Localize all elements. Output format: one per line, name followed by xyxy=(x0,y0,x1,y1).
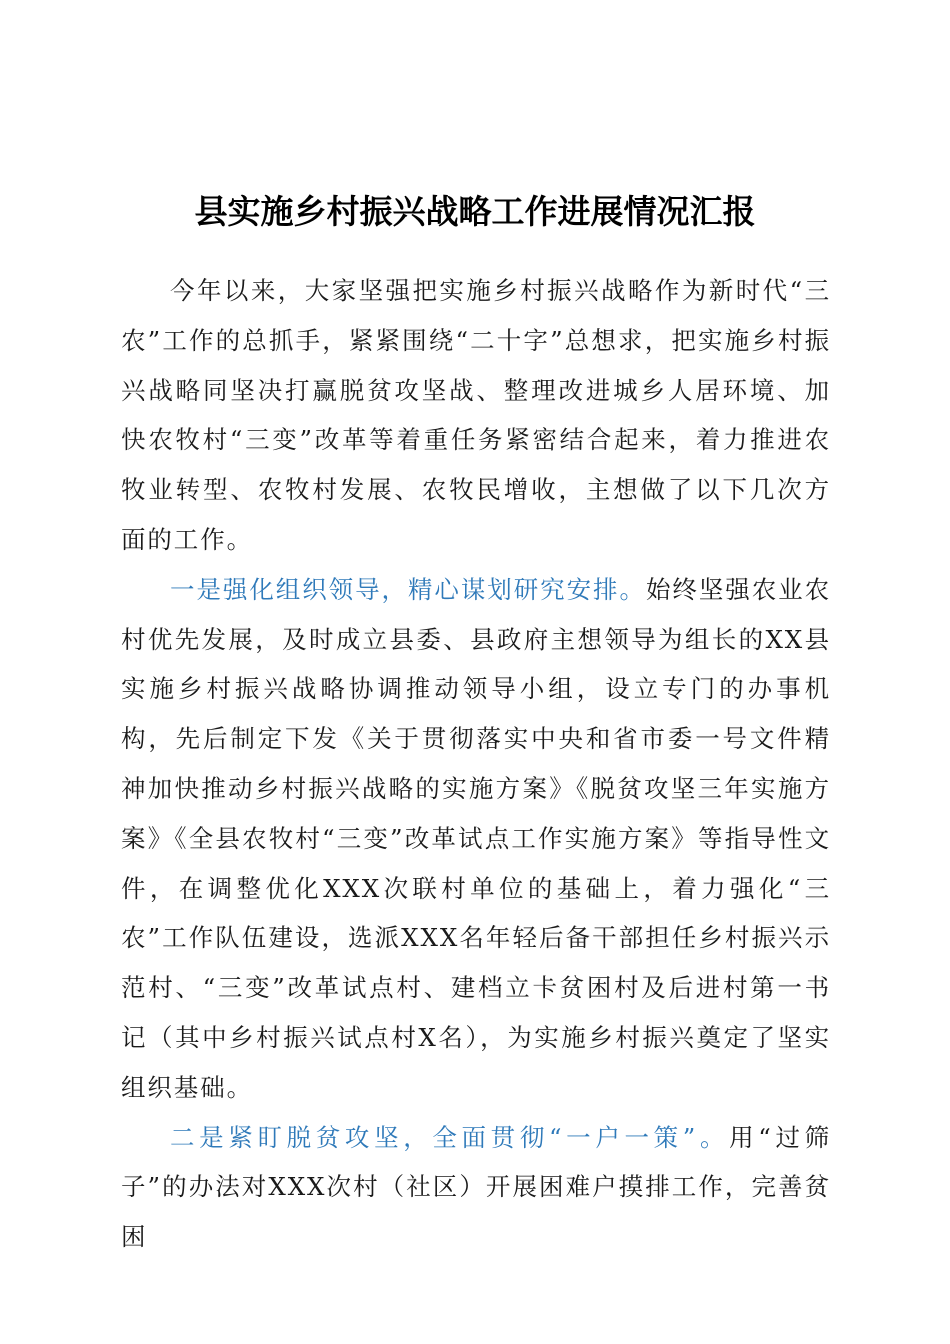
paragraph-poverty xyxy=(121,1113,831,1262)
paragraph-text: 用“过筛子”的办法对XXX次村（社区）开展困难户摸排工作，完善贫困 xyxy=(121,1122,831,1252)
document-body xyxy=(121,266,831,1262)
paragraph-text: 始终坚强农业农村优先发展，及时成立县委、县政府主想领导为组长的XX县实施乡村振兴战略协调推动领导小组，设立专门的办事机构，先后制定下发《关于贯彻落实中央和省市委一号文件精神加快推动乡村振兴战略的实施方案》《脱贫攻坚三年实施方案》《全县农牧村“三变”改革试点工作实施方案》等指导性文件，在调整优化XXX次联村单位的基础上，着力强化“三农”工作队伍建设，选派XXX名年轻后备干部担任乡村振兴示范村、“三变”改革试点村、建档立卡贫困村及后进村第一书记（其中乡村振兴试点村X名），为实施乡村振兴奠定了坚实组织基础。 xyxy=(121,574,831,1102)
paragraph-intro xyxy=(121,266,831,565)
document-title: 县实施乡村振兴战略工作进展情况汇报 xyxy=(194,192,756,231)
paragraph-lead: 二是紧盯脱贫攻坚，全面贯彻“一户一策”。 xyxy=(170,1122,730,1152)
paragraph-lead: 一是强化组织领导，精心谋划研究安排。 xyxy=(170,574,646,604)
paragraph-organization xyxy=(121,565,831,1113)
paragraph-text: 今年以来，大家坚强把实施乡村振兴战略作为新时代“三农”工作的总抓手，紧紧围绕“二十字”总想求，把实施乡村振兴战略同坚决打赢脱贫攻坚战、整理改进城乡人居环境、加快农牧村“三变”改革等着重任务紧密结合起来，着力推进农牧业转型、农牧村发展、农牧民增收，主想做了以下几次方面的工作。 xyxy=(121,276,831,554)
